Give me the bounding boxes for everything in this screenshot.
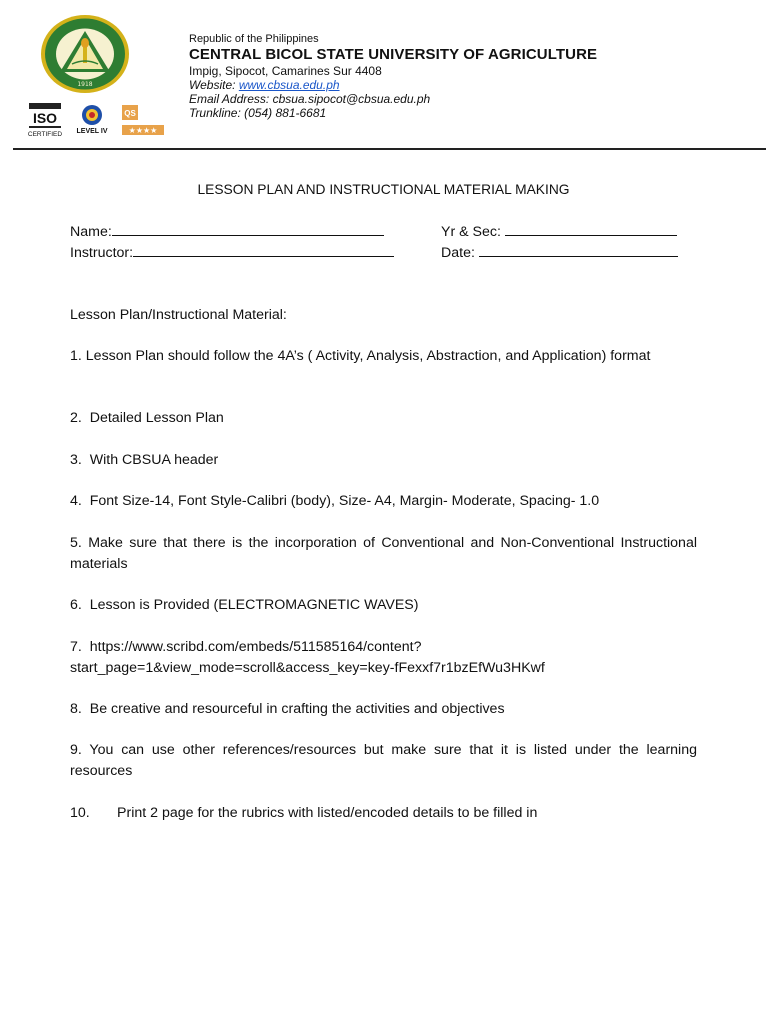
seal-year: 1918 — [77, 81, 93, 88]
date-field: Date: — [441, 242, 678, 263]
address-line: Impig, Sipocot, Camarines Sur 4408 — [189, 64, 382, 78]
trunkline-line: Trunkline: (054) 881-6681 — [189, 106, 327, 120]
university-seal-logo — [40, 14, 130, 94]
instructor-field: Instructor: — [70, 242, 394, 263]
list-item: 10. Print 2 page for the rubrics with listed/encoded details to be filled in — [70, 805, 538, 821]
list-item: 6. Lesson is Provided (ELECTROMAGNETIC WAVES) — [70, 597, 419, 613]
document-title: LESSON PLAN AND INSTRUCTIONAL MATERIAL MAKING — [197, 182, 570, 197]
svg-text:QS: QS — [124, 109, 136, 118]
scribd-link[interactable]: https://www.scribd.com/embeds/511585164/content? — [89, 639, 422, 655]
scribd-link-continued[interactable]: start_page=1&view_mode=scroll&access_key=key-fFexxf7r1bzEfWu3HKwf — [70, 660, 545, 676]
name-field: Name: — [70, 221, 384, 242]
list-item: 9. You can use other references/resources but make sure that it is listed under the learning resources — [70, 742, 697, 779]
qs-stars-badge — [120, 103, 166, 139]
svg-text:★★★★: ★★★★ — [128, 126, 158, 135]
list-item: 7. https://www.scribd.com/embeds/511585164/content? start_page=1&view_mode=scroll&access_key=key-fFexxf7r1bzEfWu3HKwf — [70, 639, 545, 676]
date-blank[interactable] — [479, 242, 678, 257]
svg-text:ISO: ISO — [32, 110, 58, 126]
university-name: CENTRAL BICOL STATE UNIVERSITY OF AGRICULTURE — [189, 46, 598, 63]
list-item: 3. With CBSUA header — [70, 452, 219, 468]
list-item: 2. Detailed Lesson Plan — [70, 410, 224, 426]
svg-text:LEVEL IV: LEVEL IV — [76, 128, 108, 135]
iso-certified-badge — [26, 103, 64, 139]
list-item: 8. Be creative and resourceful in crafting the activities and objectives — [70, 701, 505, 717]
list-item: 5. Make sure that there is the incorporation of Conventional and Non-Conventional Instructional materials — [70, 535, 697, 572]
accreditation-badges — [26, 103, 172, 139]
svg-text:CERTIFIED: CERTIFIED — [27, 131, 63, 138]
university-header — [189, 33, 709, 120]
list-item: 4. Font Size-14, Font Style-Calibri (body), Size- A4, Margin- Moderate, Spacing- 1.0 — [70, 493, 600, 509]
instructor-blank[interactable] — [133, 242, 394, 257]
header-divider — [13, 148, 766, 150]
level-iv-badge — [76, 103, 108, 139]
name-blank[interactable] — [112, 221, 384, 236]
yr-sec-field: Yr & Sec: — [441, 221, 677, 242]
list-item: 1. Lesson Plan should follow the 4A’s ( Activity, Analysis, Abstraction, and Application) format — [70, 348, 651, 364]
email-line: Email Address: cbsua.sipocot@cbsua.edu.ph — [189, 92, 431, 106]
yr-sec-blank[interactable] — [505, 221, 677, 236]
website-link[interactable]: www.cbsua.edu.ph — [238, 78, 340, 92]
republic-line: Republic of the Philippines — [189, 33, 319, 45]
website-line: Website: www.cbsua.edu.ph — [189, 78, 340, 92]
section-label: Lesson Plan/Instructional Material: — [70, 307, 287, 323]
